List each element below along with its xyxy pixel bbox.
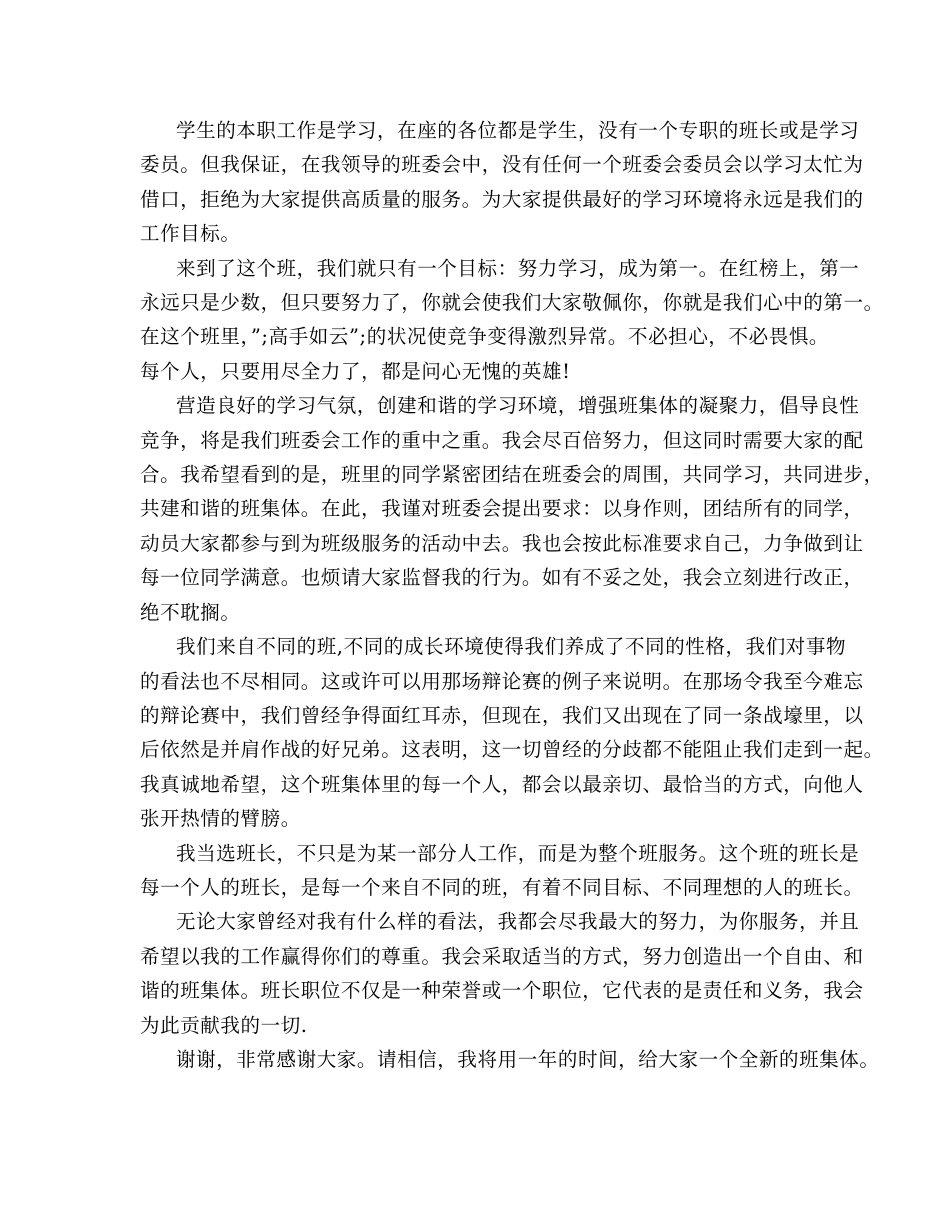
- paragraph-2: [140, 252, 884, 390]
- paragraph-7: [140, 1043, 880, 1077]
- text-line: 每一位同学满意。也烦请大家监督我的行为。如有不妥之处，我会立刻进行改正，: [140, 566, 864, 590]
- paragraph-4: [140, 630, 884, 836]
- text-line: 为此贡献我的一切.: [140, 1013, 308, 1037]
- text-line: 绝不耽搁。: [140, 600, 241, 624]
- text-line: 后依然是并肩作战的好兄弟。这表明，这一切曾经的分歧都不能阻止我们走到一起。: [140, 738, 884, 762]
- text-line: 张开热情的臂膀。: [140, 807, 301, 831]
- text-line: 在这个班里，”;高手如云”;的状况使竞争变得激烈异常。不必担心，不必畏惧。: [140, 325, 830, 349]
- document-body: [140, 114, 884, 1077]
- text-line: 工作目标。: [140, 222, 241, 246]
- text-line: 谐的班集体。班长职位不仅是一种荣誉或一个职位，它代表的是责任和义务，我会: [140, 979, 864, 1003]
- text-line: 每个人，只要用尽全力了，都是问心无愧的英雄!: [140, 359, 571, 383]
- paragraph-6: [140, 905, 864, 1043]
- text-line: 我当选班长，不只是为某一部分人工作，而是为整个班服务。这个班的班长是: [176, 841, 860, 865]
- text-line: 的看法也不尽相同。这或许可以用那场辩论赛的例子来说明。在那场令我至今难忘: [140, 669, 864, 693]
- text-line: 借口，拒绝为大家提供高质量的服务。为大家提供最好的学习环境将永远是我们的: [140, 187, 864, 211]
- text-line: 希望以我的工作赢得你们的尊重。我会采取适当的方式，努力创造出一个自由、和: [140, 944, 864, 968]
- text-line: 委员。但我保证，在我领导的班委会中，没有任何一个班委会委员会以学习太忙为: [140, 153, 864, 177]
- text-line: 共建和谐的班集体。在此，我谨对班委会提出要求：以身作则，团结所有的同学，: [140, 497, 864, 521]
- text-line: 竞争，将是我们班委会工作的重中之重。我会尽百倍努力，但这同时需要大家的配: [140, 428, 864, 452]
- text-line: 学生的本职工作是学习，在座的各位都是学生，没有一个专职的班长或是学习: [176, 119, 860, 142]
- text-line: 来到了这个班，我们就只有一个目标：努力学习，成为第一。在红榜上，第一: [176, 256, 860, 280]
- text-line: 的辩论赛中，我们曾经争得面红耳赤，但现在，我们又出现在了同一条战壕里，以: [140, 703, 864, 727]
- text-line: 谢谢，非常感谢大家。请相信，我将用一年的时间，给大家一个全新的班集体。: [176, 1047, 880, 1071]
- paragraph-1: [140, 114, 864, 252]
- text-line: 每一个人的班长，是每一个来自不同的班，有着不同目标、不同理想的人的班长。: [140, 875, 864, 899]
- text-line: 动员大家都参与到为班级服务的活动中去。我也会按此标准要求自己，力争做到让: [140, 531, 864, 555]
- text-line: 我真诚地希望，这个班集体里的每一个人，都会以最亲切、最恰当的方式，向他人: [140, 772, 864, 796]
- paragraph-3: [140, 389, 884, 630]
- text-line: 永远只是少数，但只要努力了，你就会使我们大家敬佩你，你就是我们心中的第一。: [140, 291, 884, 315]
- text-line: 合。我希望看到的是，班里的同学紧密团结在班委会的周围，共同学习，共同进步，: [140, 463, 884, 487]
- text-line: 无论大家曾经对我有什么样的看法，我都会尽我最大的努力，为你服务，并且: [176, 910, 860, 934]
- text-line: 我们来自不同的班,不同的成长环境使得我们养成了不同的性格，我们对事物: [176, 635, 847, 659]
- text-line: 营造良好的学习气氛，创建和谐的学习环境，增强班集体的凝聚力，倡导良性: [176, 394, 860, 418]
- paragraph-5: [140, 837, 864, 906]
